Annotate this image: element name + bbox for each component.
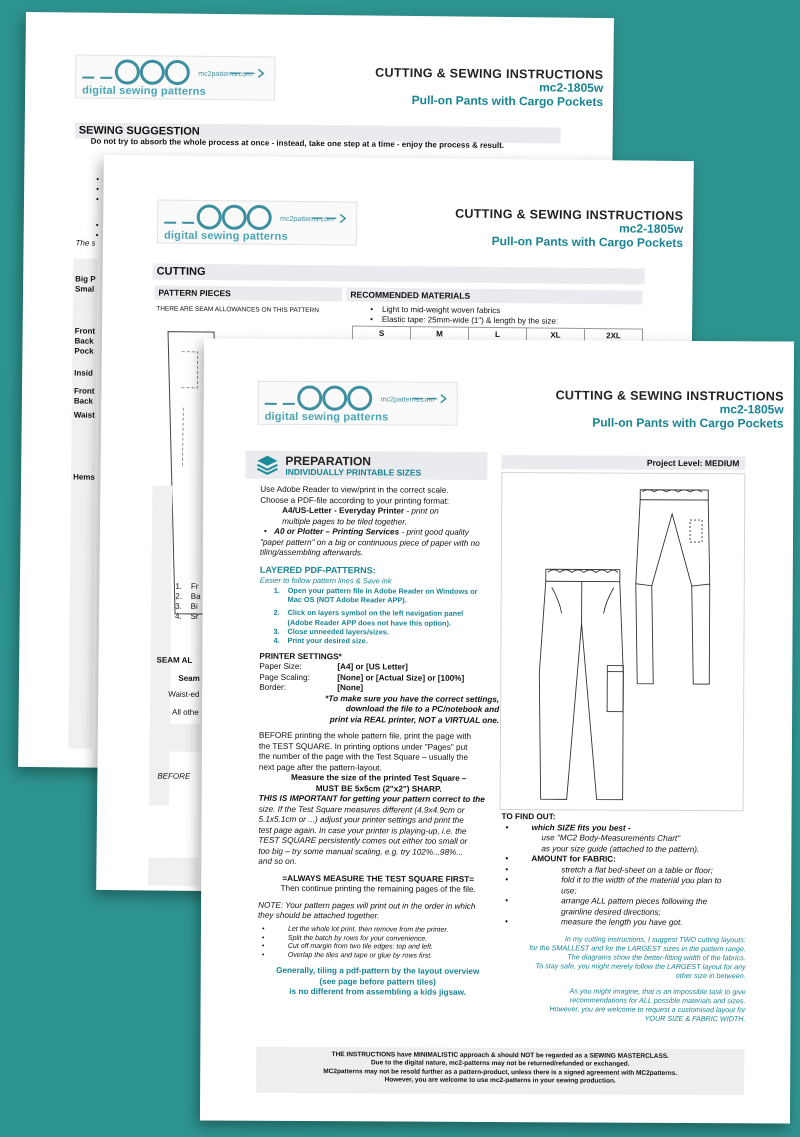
material-2: Elastic tape: 25mm-wide (1") & length by the size: bbox=[381, 314, 559, 326]
header-code: mc2-1805w bbox=[539, 80, 604, 96]
mc2-logo bbox=[157, 199, 357, 245]
seam-row: Waist-ed bbox=[168, 689, 200, 699]
suggestion-text: Do not try to absorb the whole process at once - instead, take one step at a time - enjoy the process & result. bbox=[90, 136, 505, 150]
step-text: Mac OS (NOT Adobe Reader APP). bbox=[287, 594, 407, 605]
fabric-amount: • AMOUNT for FABRIC: bbox=[501, 854, 746, 866]
mc2-logo bbox=[75, 54, 275, 100]
preparation-heading: PREPARATION bbox=[285, 453, 372, 469]
tip-item: • Let the whole lot print, then remove from the printer. bbox=[258, 925, 498, 935]
layers-icon bbox=[255, 454, 279, 476]
fragment-text: Front bbox=[74, 326, 96, 336]
fragment-text: Front bbox=[73, 386, 95, 396]
logo-tagline: digital sewing patterns bbox=[163, 229, 288, 243]
layered-sub: Easier to follow pattern lines & Save ink bbox=[259, 575, 392, 586]
fabric-step: use; bbox=[561, 885, 577, 895]
fragment-text: Waist bbox=[73, 410, 95, 420]
size-cell: XL bbox=[526, 328, 584, 343]
list-item: Fr bbox=[190, 581, 199, 591]
bullet-marks: • • • bbox=[95, 174, 100, 204]
header-title: CUTTING & SEWING INSTRUCTIONS bbox=[455, 206, 684, 224]
list-num: 1. Fr bbox=[175, 581, 199, 591]
a4-option: A4/US-Letter - Everyday Printer bbox=[282, 505, 405, 516]
fragment-text: The s bbox=[75, 238, 96, 248]
fragment-text: Back bbox=[74, 336, 94, 346]
header-title: CUTTING & SEWING INSTRUCTIONS bbox=[555, 388, 784, 404]
fabric-step: • measure the length you have got. bbox=[501, 917, 746, 929]
ps-label: Paper Size: bbox=[259, 661, 302, 672]
size-cell: S bbox=[352, 326, 410, 341]
intro-line: Use Adobe Reader to view/print in the correct scale. bbox=[260, 484, 449, 495]
header-product: Pull-on Pants with Cargo Pockets bbox=[411, 93, 604, 110]
list-num: 2. Ba bbox=[175, 591, 201, 601]
bullet-marks: • • bbox=[95, 220, 99, 240]
footer-line: THE INSTRUCTIONS have MINIMALISTIC approach & should NOT be regarded as a SEWING MASTERCLASS. bbox=[331, 1051, 669, 1060]
page-header bbox=[555, 388, 783, 431]
measure-line: Measure the size of the printed Test Square – bbox=[290, 773, 467, 783]
header-product: Pull-on Pants with Cargo Pockets bbox=[592, 415, 784, 431]
ps-value: [None] bbox=[337, 683, 364, 693]
list-num: 3. Bi bbox=[175, 601, 198, 611]
step-text: Print your desired size. bbox=[287, 636, 368, 646]
mc2-logo bbox=[258, 381, 458, 426]
header-code: mc2-1805w bbox=[719, 402, 784, 417]
footer-line: However, you are welcome to use mc2-patterns in your sewing production. bbox=[384, 1076, 616, 1085]
step-text: (Adobe Reader APP does not have this option). bbox=[287, 617, 451, 628]
section-title: SEWING SUGGESTION bbox=[75, 122, 561, 143]
project-level: Project Level: MEDIUM bbox=[501, 455, 745, 470]
ps-label: Border: bbox=[259, 682, 287, 692]
fragment-text: Smal bbox=[75, 284, 95, 294]
always-measure: =ALWAYS MEASURE THE TEST SQUARE FIRST= bbox=[282, 873, 475, 884]
material-bullet: • Light to mid-weight woven fabrics bbox=[370, 304, 501, 316]
pattern-pieces-title: PATTERN PIECES bbox=[154, 285, 342, 301]
intro-line: Choose a PDF-file according to your printing format: bbox=[260, 495, 450, 506]
fragment-text: Back bbox=[73, 396, 94, 406]
list-num: 4. Sr bbox=[174, 611, 199, 621]
list-item: Sr bbox=[190, 611, 199, 621]
measure-line: MUST BE 5x5cm (2"x2") SHARP. bbox=[315, 783, 442, 794]
fragment-text: Big P bbox=[75, 274, 96, 284]
logo-url: mc2patterns.com bbox=[380, 396, 435, 404]
section-title: CUTTING bbox=[153, 263, 645, 284]
size-cell: M bbox=[410, 327, 468, 342]
step-text: Close unneeded layers/sizes. bbox=[287, 626, 389, 637]
header-title: CUTTING & SEWING INSTRUCTIONS bbox=[375, 65, 604, 82]
ps-value: [A4] or [US Letter] bbox=[337, 662, 408, 672]
ps-label: Page Scaling: bbox=[259, 672, 310, 682]
a0-option: A0 or Plotter – Printing Services bbox=[274, 526, 400, 537]
fabric-step: • stretch a flat bed-sheet on a table or floor; bbox=[501, 865, 746, 877]
preparation-title-bar bbox=[245, 451, 487, 480]
logo-tagline: digital sewing patterns bbox=[82, 84, 207, 98]
fabric-step: grainline desired directions; bbox=[561, 906, 661, 917]
preparation-subheading: INDIVIDUALLY PRINTABLE SIZES bbox=[285, 466, 422, 478]
fabric-step: • fold it to the width of the material you plan to bbox=[501, 875, 746, 887]
page-footer bbox=[256, 1047, 744, 1096]
list-item: Ba bbox=[190, 591, 201, 601]
note-text: NOTE: Your pattern pages will print out in the order in which bbox=[258, 900, 476, 911]
ps-value: [None] or [Actual Size] or [100%] bbox=[337, 672, 465, 683]
size-cell: 2XL bbox=[584, 328, 642, 343]
page-preparation bbox=[200, 338, 794, 1123]
header-code: mc2-1805w bbox=[619, 221, 684, 237]
fragment-text: Hems bbox=[73, 472, 95, 482]
seam-row: All othe bbox=[171, 707, 199, 717]
seam-note: THERE ARE SEAM ALLOWANCES ON THIS PATTERN bbox=[156, 305, 319, 315]
step-text: Open your pattern file in Adobe Reader on Windows or bbox=[287, 585, 478, 596]
size-cell: L bbox=[468, 327, 526, 342]
fragment-text: Insid bbox=[74, 368, 93, 378]
find-out-heading: TO FIND OUT: bbox=[501, 812, 556, 822]
seam-row: Seam bbox=[178, 673, 200, 683]
material-bullet: • Elastic tape: 25mm-wide (1") & length by the size: bbox=[370, 314, 559, 326]
before-fragment: BEFORE bbox=[157, 771, 191, 781]
footer-line: MC2patterns may not be resold further as a pattern-product, unless there is a signed agreement with MC2patterns. bbox=[323, 1067, 678, 1077]
tip-item: • Cut off margin from two tile edges: top and left. bbox=[258, 943, 498, 953]
step-text: Click on layers symbol on the left navigation panel bbox=[287, 608, 464, 619]
fragment-text: Pock bbox=[74, 346, 94, 356]
preparation-text: Use Adobe Reader to view/print in the correct scale. Choose a PDF-file according to your printing format: A4/US-Letter - Everyday Printer - print on multiple pages to be tiled together. • A0 or Plotter – Printing Services - print good quality "paper pattern" on a big or continuous piece of paper with no tiling/assembling afterwards. LAYERED PDF-PATTERNS: Easier to follow pattern lines & Save ink 1. Open your pattern file in Adobe Reader on Windows or Mac OS (NOT Adobe Reader APP). 2. Click on layers symbol on the left navigation panel (Adobe Reader APP does not have this option). 3. Close unneeded layers/sizes. 4. Print your desired size. PRINTER SETTINGS* Paper Size: [A4] or [US Letter] Page Scaling: [None] or [Actual Size] or [100%] Border: [None] *To make sure you have the correct settings, download the file to a PC/notebook and print via REAL printer, NOT a VIRTUAL one. BEFORE printing the whole pattern file, print the page with the TEST SQUARE. In printing options under "Pages" put the number of the page with the Test Square – usually the next page after the pattern-layout. Measure the size of the printed Test Square – MUST BE 5x5cm (2"x2") SHARP. THIS IS IMPORTANT for getting your pattern correct to the size. If the Test Square measures different (4.9x4.9cm or 5.1x5.1cm or ...) adjust your printer settings and print the test page again. In case your printer is playing-up, i.e. the TEST SQUARE persistently comes out either too small or too big – try some manual scaling, e.g. try 102%...98%... and so on. =ALWAYS MEASURE THE TEST SQUARE FIRST= Then continue printing the remaining pages of the file. NOTE: Your pattern pages will print out in the order in which they should be attached together. • Let the whole lot print, then remove from the printer. • Split the batch by rows for your convenience. • Cut off margin from two tile edges: top and left. • Overlap the tiles and tape or glue by rows first. Generally, tiling a pdf-pattern by the layout overview (see page before pattern tiles) is no different from assembling a kids jigsaw. bbox=[258, 485, 501, 999]
pants-illustration bbox=[500, 472, 746, 811]
tip-item: • Overlap the tiles and tape or glue by rows first. bbox=[258, 952, 498, 962]
tip-item: • Split the batch by rows for your convenience. bbox=[258, 934, 498, 944]
seam-allowance-label: SEAM AL bbox=[156, 655, 193, 665]
logo-url: mc2patterns.com bbox=[280, 215, 334, 224]
list-item: Bi bbox=[190, 601, 198, 611]
footer-line: Due to the digital nature, mc2-patterns may not be returned/refunded or exchanged. bbox=[370, 1059, 630, 1069]
page-header bbox=[375, 66, 604, 110]
fabric-step: • arrange ALL pattern pieces following the bbox=[501, 896, 746, 908]
find-out-text: TO FIND OUT: • which SIZE fits you best - use "MC2 Body-Measurements Chart" as your size guide (attached to the pattern). • AMOUNT for FABRIC: • stretch a flat bed-sheet on a table or floor; • fold it to the width of the material you plan to use; • arrange ALL pattern pieces following the grainline desired directions; • measure the length you have got. In my cutting instructions, I suggest TWO cutting layouts: for the SMALLEST and for the LARGEST sizes in the pattern range. The diagrams show the better-fitting width of the fabrics. To stay safe, you might merely follow the LARGEST layout for any other size in between. As you might imagine, that is an impossible task to give recommendations for ALL possible materials and sizes. However, you are welcome to request a customised layout for YOUR SIZE & FABRIC WIDTH. bbox=[500, 812, 746, 1024]
logo-url: mc2patterns.com bbox=[198, 70, 253, 79]
layered-heading: LAYERED PDF-PATTERNS: bbox=[259, 564, 376, 575]
logo-tagline: digital sewing patterns bbox=[264, 410, 389, 424]
header-product: Pull-on Pants with Cargo Pockets bbox=[491, 234, 684, 251]
printer-heading: PRINTER SETTINGS* bbox=[259, 651, 342, 661]
cargo-pants-drawing bbox=[501, 473, 745, 810]
materials-title: RECOMMENDED MATERIALS bbox=[346, 287, 642, 304]
material-1: Light to mid-weight woven fabrics bbox=[381, 304, 501, 316]
page-header bbox=[455, 207, 684, 251]
